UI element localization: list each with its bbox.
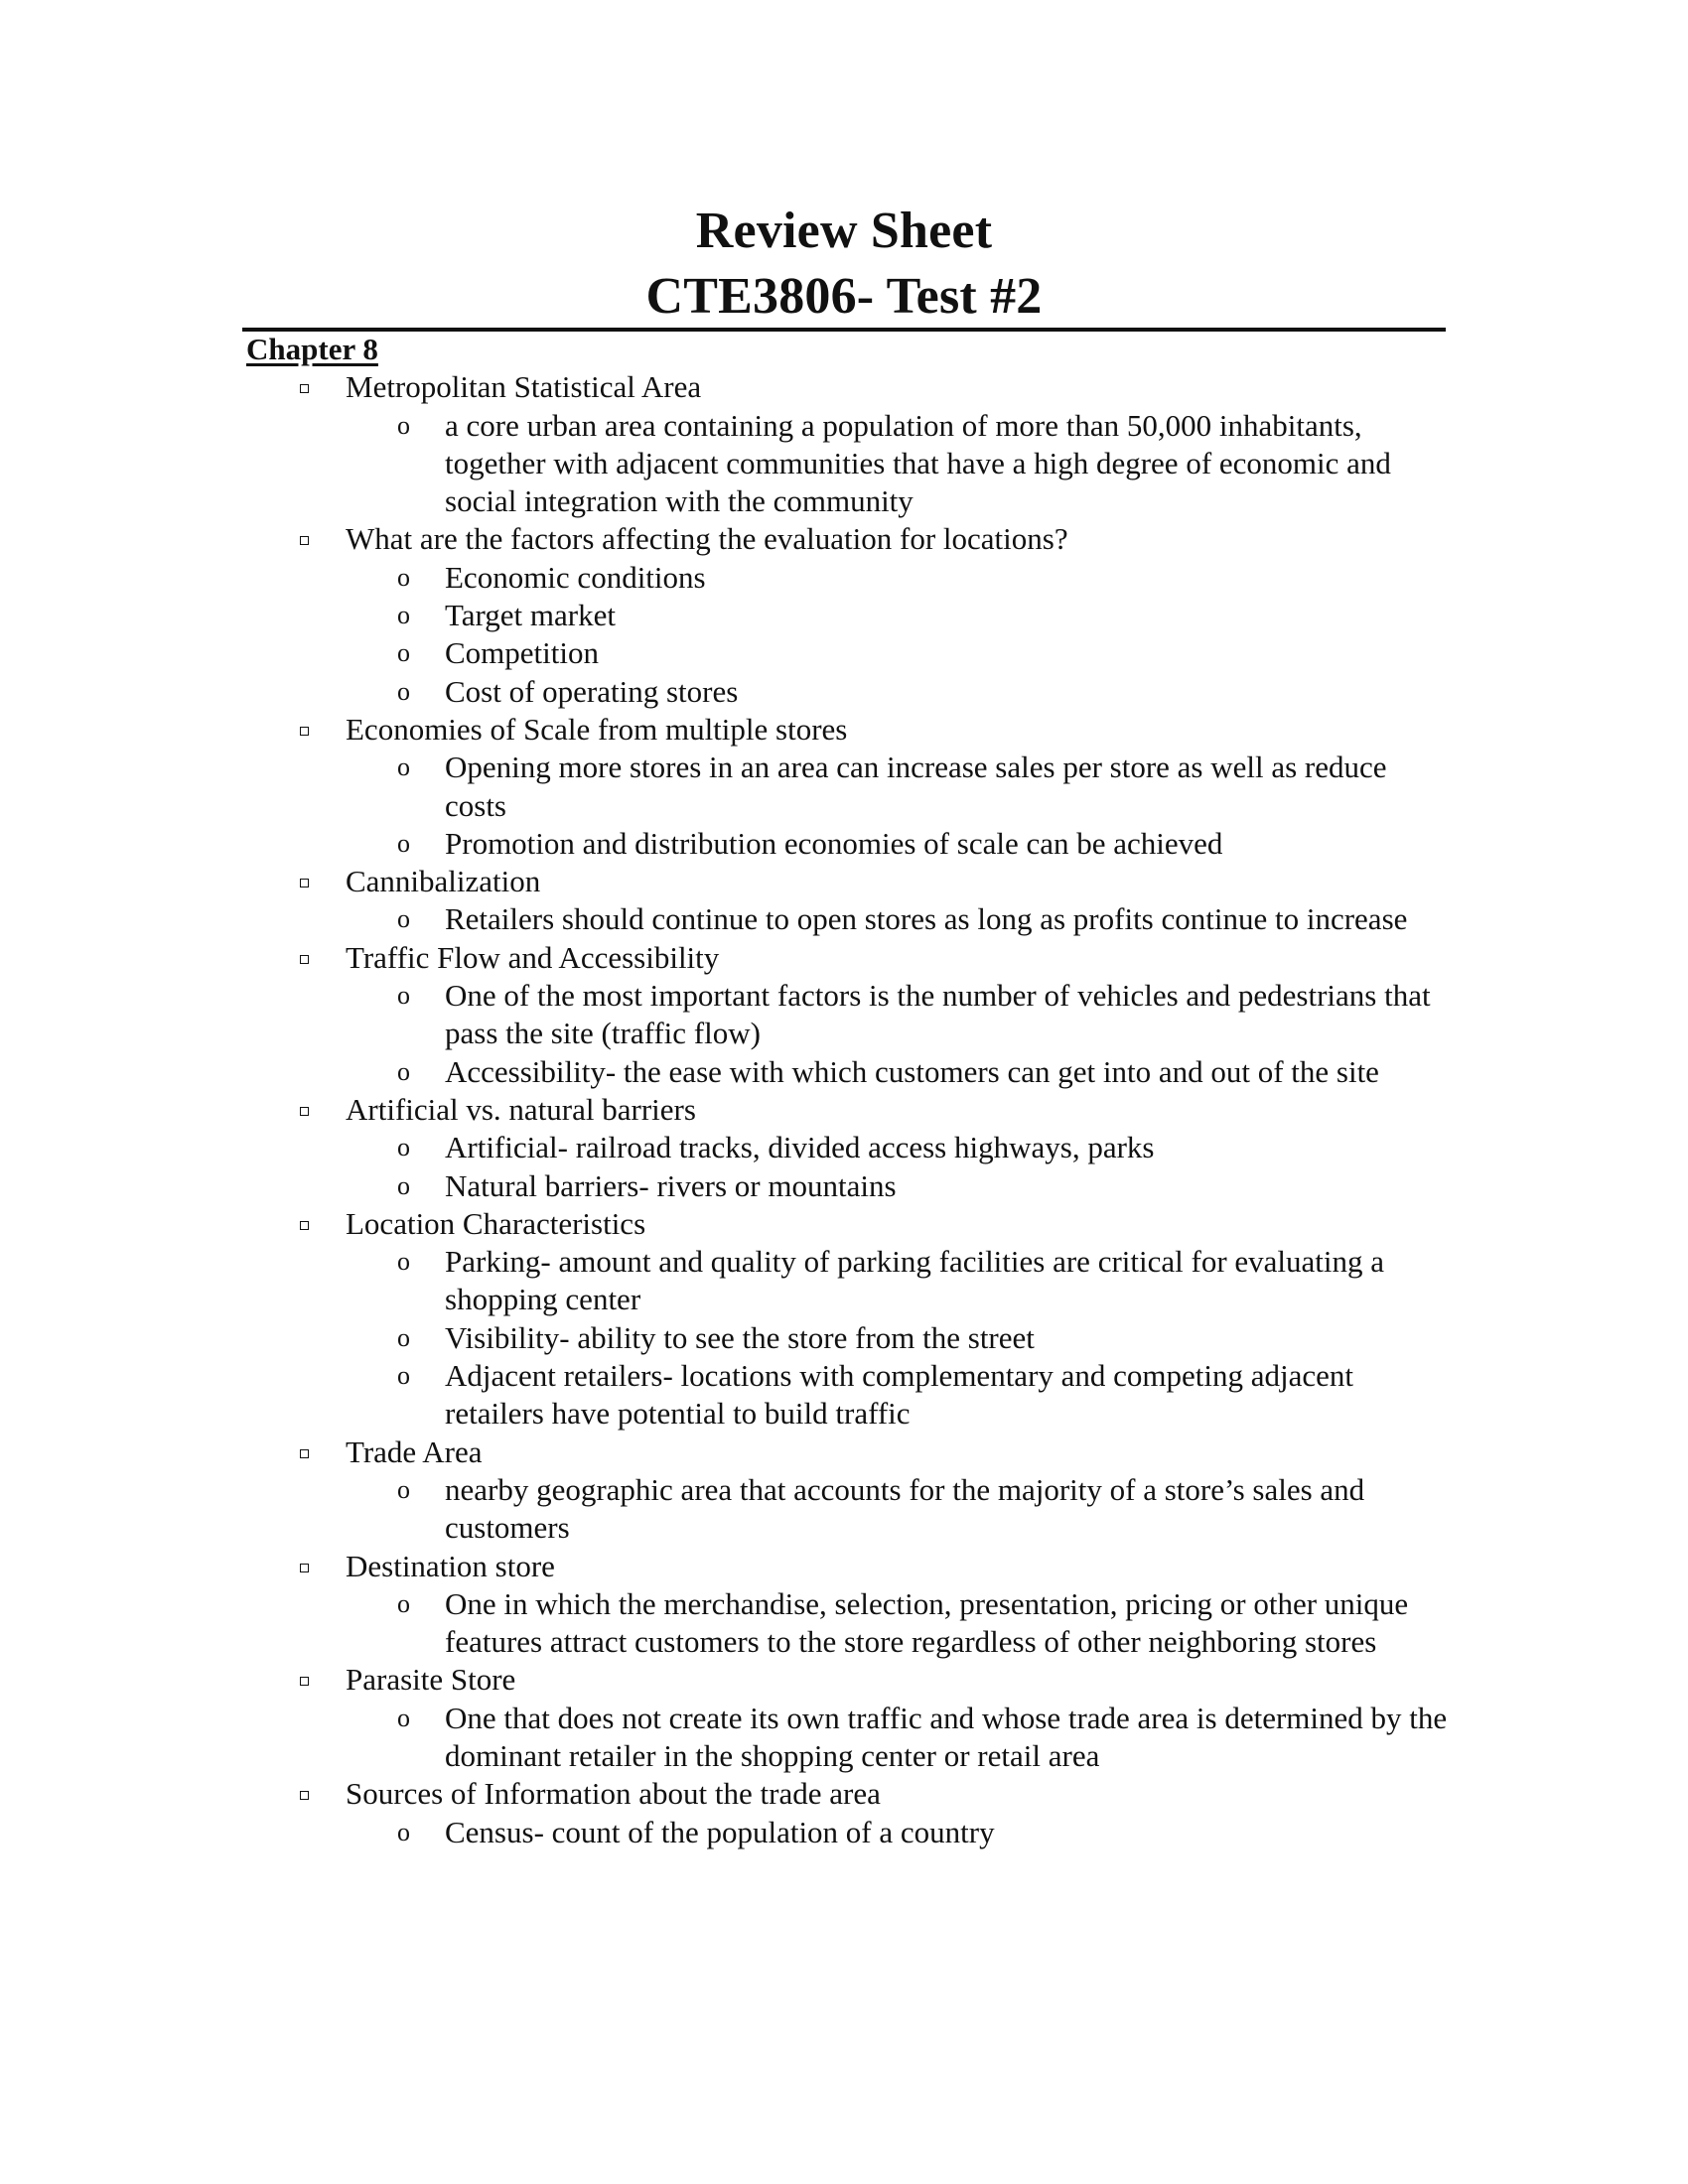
circle-bullet-icon: o	[397, 1817, 410, 1846]
outline-item-label: What are the factors affecting the evaluation for locations?	[346, 521, 1068, 557]
square-bullet-icon	[300, 1449, 309, 1458]
circle-bullet-icon: o	[397, 638, 410, 668]
outline-sub-item	[246, 597, 1448, 634]
title-line-1: Review Sheet	[695, 203, 993, 259]
outline-sub-item-text: Retailers should continue to open stores as long as profits continue to increase	[445, 901, 1408, 937]
circle-bullet-icon: o	[397, 904, 410, 934]
square-bullet-icon	[300, 1107, 309, 1116]
outline-item-label: Location Characteristics	[346, 1205, 646, 1241]
square-bullet-icon	[300, 384, 309, 393]
outline-sub-item-text: Cost of operating stores	[445, 673, 739, 709]
square-bullet-icon	[300, 879, 309, 887]
outline-sub-item-text: Parking- amount and quality of parking facilities are critical for evaluating a shopping center	[445, 1244, 1385, 1317]
circle-bullet-icon: o	[397, 1588, 410, 1618]
outline-item-label: Metropolitan Statistical Area	[346, 369, 702, 405]
circle-bullet-icon: o	[397, 1322, 410, 1352]
outline-sub-item	[246, 977, 1448, 1053]
title-block	[0, 199, 1688, 330]
outline-sub-item	[246, 407, 1448, 521]
square-bullet-icon	[300, 536, 309, 545]
outline-item-label: Cannibalization	[346, 864, 541, 899]
outline-sub-item-text: One that does not create its own traffic and whose trade area is determined by the dominant retailer in the shopping center or retail area	[445, 1700, 1448, 1773]
outline-item-label: Parasite Store	[346, 1662, 516, 1698]
outline-sub-item-text: Target market	[445, 598, 616, 633]
outline-sub-item	[246, 1243, 1448, 1319]
outline-sub-item	[246, 1053, 1448, 1091]
outline-sub-item	[246, 1700, 1448, 1776]
outline-sub-item-text: Visibility- ability to see the store from the street	[445, 1319, 1035, 1355]
chapter-heading: Chapter 8	[246, 332, 378, 366]
circle-bullet-icon: o	[397, 1474, 410, 1504]
outline-item-label: Economies of Scale from multiple stores	[346, 711, 848, 747]
outline-item	[246, 520, 1448, 558]
outline-item	[246, 1205, 1448, 1243]
square-bullet-icon	[300, 955, 309, 964]
outline-item-label: Destination store	[346, 1548, 555, 1583]
circle-bullet-icon: o	[397, 1170, 410, 1200]
outline-sub-item-text: Opening more stores in an area can increase sales per store as well as reduce costs	[445, 750, 1387, 823]
outline-item	[246, 863, 1448, 900]
outline-sub-item	[246, 1129, 1448, 1166]
circle-bullet-icon: o	[397, 1133, 410, 1162]
outline-sub-item-text: One in which the merchandise, selection, presentation, pricing or other unique features attract customers to the store regardless of other neighboring stores	[445, 1585, 1409, 1660]
outline-list	[246, 368, 1448, 1851]
outline-item	[246, 939, 1448, 977]
outline-content	[246, 331, 1448, 1851]
circle-bullet-icon: o	[397, 1247, 410, 1277]
outline-item	[246, 1433, 1448, 1471]
circle-bullet-icon: o	[397, 676, 410, 706]
outline-sub-item-text: Artificial- railroad tracks, divided access highways, parks	[445, 1130, 1155, 1165]
outline-sub-item	[246, 1319, 1448, 1357]
outline-sub-item	[246, 1814, 1448, 1851]
outline-sub-item-text: Natural barriers- rivers or mountains	[445, 1167, 897, 1203]
outline-sub-item	[246, 559, 1448, 597]
square-bullet-icon	[300, 1677, 309, 1686]
outline-item-label: Artificial vs. natural barriers	[346, 1091, 696, 1127]
outline-sub-item-text: Adjacent retailers- locations with complementary and competing adjacent retailers have potential to build traffic	[445, 1358, 1354, 1432]
outline-sub-item-text: Promotion and distribution economies of scale can be achieved	[445, 825, 1223, 861]
outline-sub-item-text: nearby geographic area that accounts for the majority of a store’s sales and customers	[445, 1471, 1365, 1546]
outline-sub-item	[246, 634, 1448, 672]
title-line-2: CTE3806- Test #2	[645, 268, 1043, 325]
outline-item-label: Sources of Information about the trade area	[346, 1776, 881, 1812]
circle-bullet-icon: o	[397, 601, 410, 630]
outline-sub-item-text: Accessibility- the ease with which customers can get into and out of the site	[445, 1053, 1379, 1089]
outline-sub-item	[246, 749, 1448, 825]
outline-sub-item-text: One of the most important factors is the number of vehicles and pedestrians that pass the site (traffic flow)	[445, 978, 1431, 1051]
circle-bullet-icon: o	[397, 828, 410, 858]
circle-bullet-icon: o	[397, 1056, 410, 1086]
circle-bullet-icon: o	[397, 981, 410, 1011]
outline-sub-item	[246, 1167, 1448, 1205]
outline-item	[246, 1548, 1448, 1585]
circle-bullet-icon: o	[397, 1703, 410, 1732]
outline-item	[246, 1091, 1448, 1129]
outline-sub-item-text: Census- count of the population of a country	[445, 1814, 995, 1849]
outline-sub-item-text: Competition	[445, 635, 599, 671]
outline-sub-item	[246, 825, 1448, 863]
outline-sub-item-text: Economic conditions	[445, 559, 706, 595]
outline-item	[246, 711, 1448, 749]
outline-sub-item	[246, 900, 1448, 938]
circle-bullet-icon: o	[397, 1361, 410, 1391]
outline-item	[246, 1775, 1448, 1813]
outline-sub-item-text: a core urban area containing a population of more than 50,000 inhabitants, together with adjacent communities that have a high degree of economic and social integration with the community	[445, 407, 1391, 519]
circle-bullet-icon: o	[397, 562, 410, 592]
outline-sub-item	[246, 1585, 1448, 1662]
outline-item	[246, 1661, 1448, 1699]
circle-bullet-icon: o	[397, 410, 410, 440]
circle-bullet-icon: o	[397, 752, 410, 782]
outline-sub-item	[246, 1357, 1448, 1433]
square-bullet-icon	[300, 727, 309, 736]
square-bullet-icon	[300, 1564, 309, 1572]
outline-sub-item	[246, 1471, 1448, 1548]
outline-item-label: Traffic Flow and Accessibility	[346, 939, 720, 975]
square-bullet-icon	[300, 1221, 309, 1230]
square-bullet-icon	[300, 1791, 309, 1800]
outline-item-label: Trade Area	[346, 1433, 483, 1469]
outline-item	[246, 368, 1448, 406]
outline-sub-item	[246, 673, 1448, 711]
